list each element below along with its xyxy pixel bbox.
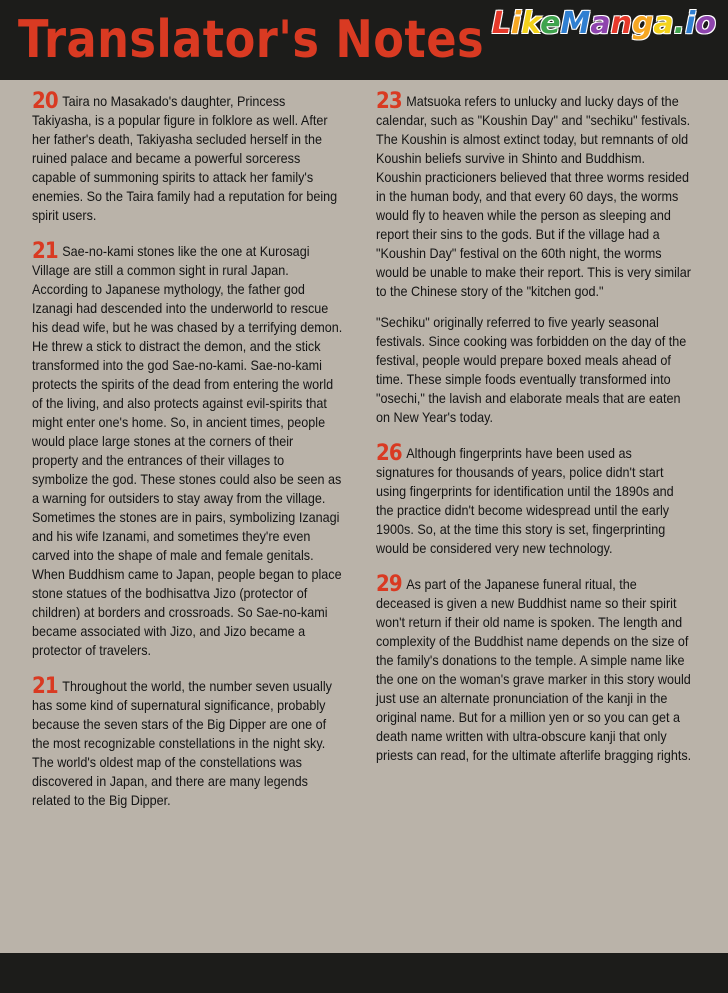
note-paragraph	[32, 239, 343, 660]
watermark-letter: L	[491, 6, 511, 41]
notes-panel	[0, 80, 728, 953]
header-bar	[0, 0, 728, 80]
watermark-letter: i	[685, 6, 696, 41]
left-column	[32, 89, 343, 827]
footer-bar	[0, 953, 728, 993]
note-number: 21	[32, 674, 58, 699]
note-text: Matsuoka refers to unlucky and lucky days of the calendar, such as "Koushin Day" and "sechiku" festivals. The Koushin is almost extinct today, but remnants of old Koushin beliefs survive in Shinto and Buddhism. Koushin practicioners believed that three worms resided in the human body, and that every 60 days, the worms would fly to heaven while the person as sleeping and report their sins to the gods. But if the village had a "Koushin Day" festival on the 60th night, the worms would be unable to make their report. This is very similar to the Chinese story of the "kitchen god."	[376, 93, 691, 299]
note-number: 29	[376, 572, 402, 597]
note-26	[376, 441, 692, 558]
watermark-letter: e	[540, 6, 561, 41]
note-paragraph	[32, 674, 343, 810]
note-text: As part of the Japanese funeral ritual, the deceased is given a new Buddhist name so their spirit won't return if their old name is spoken. The length and complexity of the Buddhist name depends on the size of the family's donations to the temple. A simple name like the one on the woman's grave marker in this story would just use an alternate pronunciation of the kanji in the original name. But for a million yen or so you can get a death name written with ultra-obscure kanji that only priests can read, for the ultimate afterlife bragging rights.	[376, 576, 692, 763]
note-paragraph-continued: "Sechiku" originally referred to five yearly seasonal festivals. Since cooking was forbidden on the day of the festival, people would prepare boxed meals ahead of time. These simple foods eventually transformed into "osechi," the lavish and elaborate meals that are eaten on New Year's today.	[376, 314, 687, 425]
note-29	[376, 572, 692, 765]
watermark-letter: .	[673, 6, 686, 41]
note-20	[32, 89, 343, 225]
note-21-stones	[32, 239, 343, 660]
right-column	[376, 89, 692, 782]
note-21-seven	[32, 674, 343, 810]
note-text: Throughout the world, the number seven usually has some kind of supernatural significance, probably because the seven stars of the Big Dipper are one of the most recognizable constellations in the night sky. The world's oldest map of the constellations was discovered in Japan, and there are many legends related to the Big Dipper.	[32, 678, 332, 808]
note-text: Sae-no-kami stones like the one at Kurosagi Village are still a common sight in rural Japan. According to Japanese mythology, the father god Izanagi had descended into the underworld to rescue his dead wife, but he was chased by a terrifying demon. He threw a stick to distract the demon, and the stick transformed into the god Sae-no-kami. Sae-no-kami protects the spirits of the dead from entering the world of the living, and also protects against evil-spirits that might enter one's home. So, in ancient times, people would place large stones at the corners of their property and the entrances of their villages to symbolize the god. These stones could also be seen as a warning for outsiders to stay away from the village. Sometimes the stones are in pairs, symbolizing Izanagi and his wife Izanami, and sometimes they're even carved into the shape of male and female genitals. When Buddhism came to Japan, people began to place stone statues of the bodhisattva Jizo (protector of children) at borders and crossroads. So Sae-no-kami became associated with Jizo, and Jizo became a protector of travelers.	[32, 243, 343, 658]
site-watermark-logo	[492, 4, 716, 44]
watermark-letter: g	[631, 6, 654, 41]
watermark-letter: a	[653, 6, 674, 41]
note-paragraph	[376, 89, 692, 301]
note-text: Taira no Masakado's daughter, Princess Takiyasha, is a popular figure in folklore as well. After her father's death, Takiyasha secluded herself in the ruined palace and became a powerful sorceress capable of summoning spirits to attack her family's enemies. So the Taira family had a reputation for being spirit users.	[32, 93, 338, 223]
note-23	[376, 89, 692, 427]
note-number: 21	[32, 239, 58, 264]
note-paragraph	[32, 89, 343, 225]
note-number: 23	[376, 89, 402, 114]
note-paragraph	[376, 572, 692, 765]
note-number: 26	[376, 441, 402, 466]
note-text: Although fingerprints have been used as signatures for thousands of years, police didn't start using fingerprints for identification until the 1890s and the practice didn't become widespread until the early 1900s. So, at the time this story is set, fingerprinting would be considered very new technology.	[376, 445, 674, 556]
note-paragraph	[376, 441, 692, 558]
note-number: 20	[32, 89, 58, 114]
watermark-letter: M	[560, 6, 591, 41]
watermark-letter: k	[521, 6, 541, 41]
watermark-letter: n	[610, 6, 632, 41]
watermark-letter: a	[590, 6, 611, 41]
watermark-letter: i	[510, 6, 522, 41]
page-title: Translator's Notes	[18, 10, 485, 70]
watermark-letter: o	[695, 6, 716, 41]
